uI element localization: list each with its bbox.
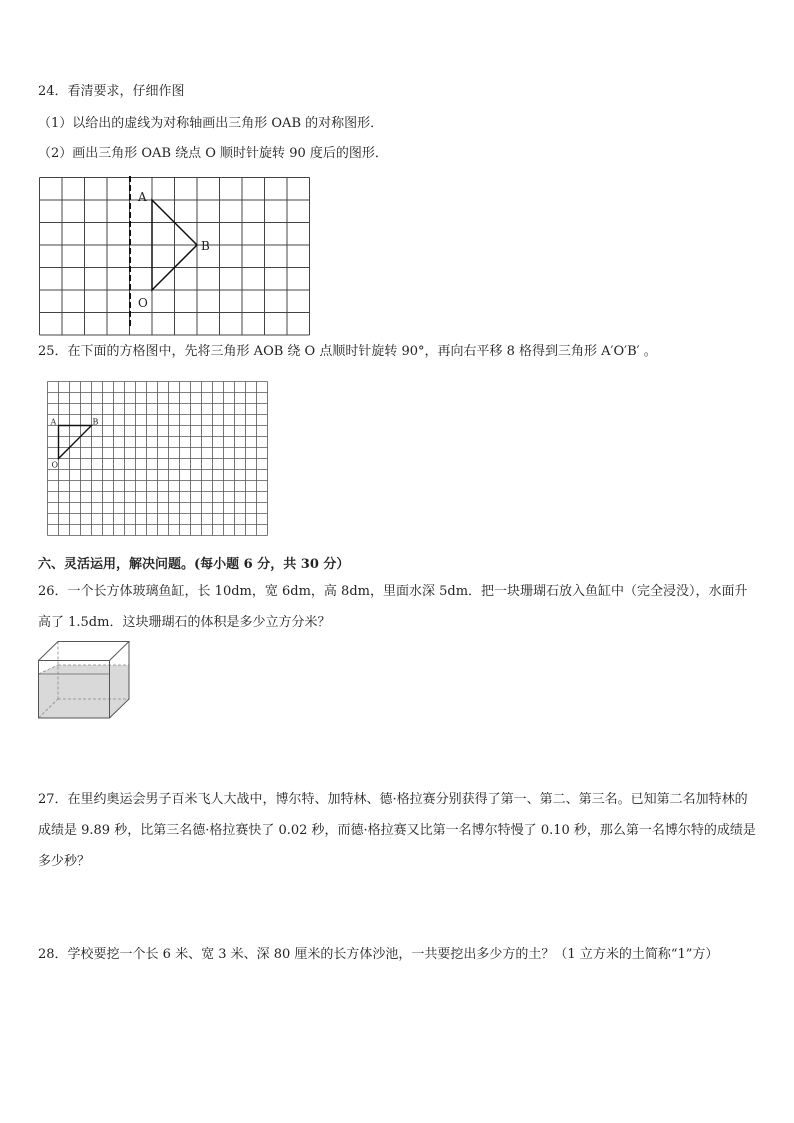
- q26-fish-tank: [38, 641, 130, 719]
- section6-heading: 六、灵活运用，解决问题。(每小题 6 分，共 30 分）: [38, 557, 350, 572]
- label-a: A: [138, 190, 147, 204]
- label-b: B: [201, 239, 210, 253]
- triangle-aob: [59, 426, 92, 459]
- q24-part1: （1）以给出的虚线为对称轴画出三角形 OAB 的对称图形．: [38, 116, 384, 131]
- tank-water: [39, 665, 130, 718]
- q25-text: 25．在下面的方格图中，先将三角形 AOB 绕 O 点顺时针旋转 90°，再向右平移 8 格得到三角形 A′O′B′ 。: [38, 344, 657, 359]
- label-b: B: [92, 417, 99, 427]
- label-o: O: [138, 296, 148, 310]
- q24-grid: [39, 177, 311, 328]
- q24-title: 24．看清要求，仔细作图: [38, 84, 185, 99]
- q28-text: 28．学校要挖一个长 6 米、宽 3 米、深 80 厘米的长方体沙池，一共要挖出多少方的土？（1 立方米的土简称“1”方）: [38, 947, 719, 962]
- label-a: A: [50, 417, 57, 427]
- q26-text: 26．一个长方体玻璃鱼缸，长 10dm，宽 6dm，高 8dm，里面水深 5dm．把一块珊瑚石放入鱼缸中（完全浸没），水面升高了 1.5dm．这块珊瑚石的体积是多少立方分米？: [38, 584, 748, 630]
- q27-text: 27．在里约奥运会男子百米飞人大战中，博尔特、加特林、德·格拉赛分别获得了第一、第二、第三名。已知第二名加特林的成绩是 9.89 秒，比第三名德·格拉赛快了 0.02 秒，而德·格拉赛又比第一名博尔特慢了 0.10 秒，那么第一名博尔特的成绩是多少秒？: [38, 792, 756, 869]
- q24-part2: （2）画出三角形 OAB 绕点 O 顺时针旋转 90 度后的图形．: [38, 146, 388, 161]
- label-o: O: [51, 460, 59, 470]
- q25-grid: [47, 381, 269, 537]
